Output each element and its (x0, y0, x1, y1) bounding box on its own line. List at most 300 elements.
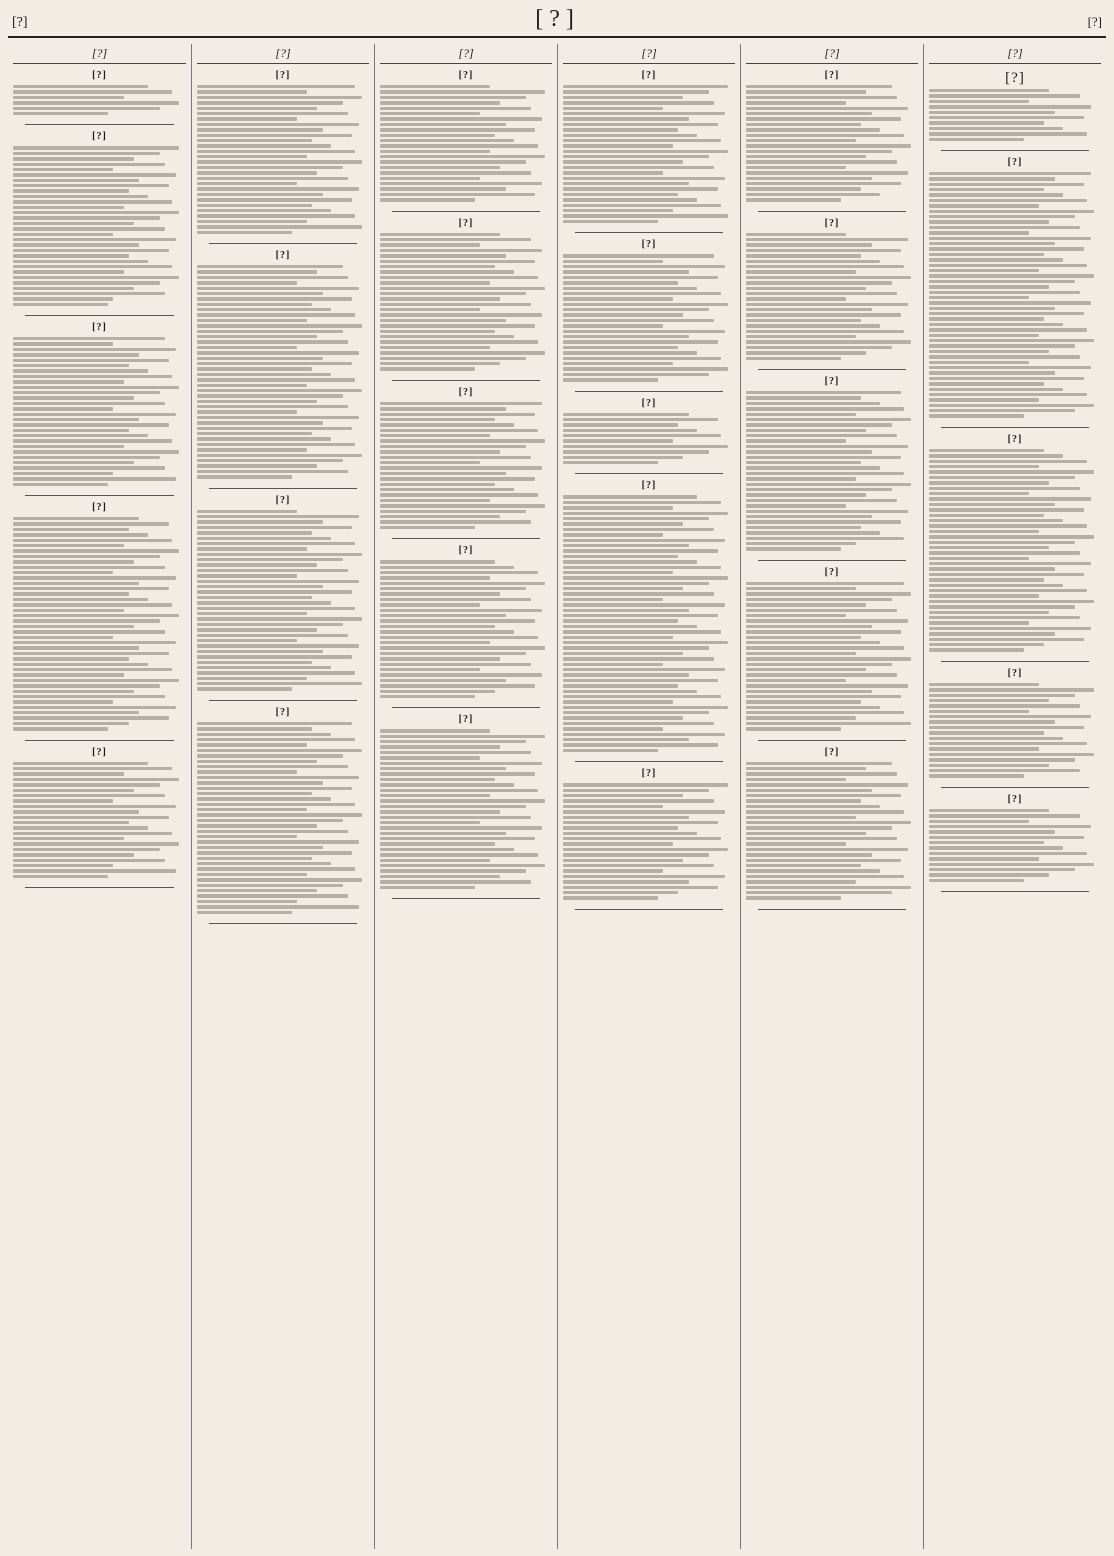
illegible-text-line (13, 832, 172, 835)
illegible-text-line (380, 810, 500, 813)
illegible-text-line (746, 619, 908, 622)
illegible-text-line (380, 848, 514, 851)
illegible-text-line (13, 826, 148, 829)
illegible-text-line (380, 740, 526, 743)
illegible-text-line (197, 421, 323, 424)
illegible-text-line (197, 650, 323, 653)
illegible-text-line (13, 423, 169, 426)
illegible-text-line (13, 566, 165, 569)
illegible-text-line (13, 716, 169, 719)
illegible-text-line (929, 873, 1049, 876)
illegible-text-line (746, 826, 892, 829)
illegible-text-line (929, 694, 1075, 697)
illegible-text-line (197, 324, 362, 327)
illegible-text-line (929, 215, 1075, 218)
illegible-text-line (563, 209, 673, 212)
illegible-text-line (746, 891, 892, 894)
illegible-text-line (380, 107, 531, 110)
illegible-text-line (13, 281, 160, 284)
notice-divider (941, 891, 1089, 892)
illegible-text-line (746, 716, 856, 719)
illegible-text-line (380, 456, 531, 459)
illegible-text-line (197, 443, 355, 446)
notice-divider (392, 538, 540, 539)
illegible-text-line (197, 437, 331, 440)
notice-title: [?] (275, 249, 291, 261)
illegible-text-line (380, 466, 542, 469)
illegible-text-line (197, 601, 331, 604)
illegible-text-line (746, 238, 908, 241)
illegible-text-line (746, 537, 904, 540)
illegible-text-line (563, 592, 714, 595)
illegible-text-line (13, 163, 165, 166)
illegible-text-line (380, 117, 542, 120)
illegible-text-line (746, 869, 880, 872)
notice-title: [?] (824, 566, 840, 578)
illegible-text-line (380, 587, 526, 590)
illegible-text-line (746, 794, 901, 797)
illegible-text-line (929, 643, 1044, 646)
illegible-text-line (929, 237, 1091, 240)
illegible-text-line (929, 301, 1091, 304)
illegible-text-line (380, 641, 490, 644)
illegible-text-line (197, 101, 343, 104)
illegible-text-line (197, 225, 362, 228)
illegible-text-line (13, 619, 160, 622)
illegible-text-line (746, 276, 911, 279)
illegible-text-line (929, 611, 1049, 614)
illegible-text-line (197, 553, 362, 556)
illegible-text-line (563, 733, 725, 736)
column-heading: [?] (380, 46, 552, 64)
illegible-text-line (563, 423, 678, 426)
illegible-text-line (13, 799, 113, 802)
illegible-text-line (197, 340, 348, 343)
illegible-text-line (746, 450, 872, 453)
illegible-text-line (13, 445, 124, 448)
illegible-text-line (197, 862, 331, 865)
notice-divider (758, 211, 906, 212)
illegible-text-line (13, 483, 108, 486)
illegible-text-line (197, 722, 352, 725)
column-heading: [?] (563, 46, 735, 64)
illegible-text-line (380, 729, 490, 732)
illegible-text-line (746, 177, 872, 180)
illegible-text-line (746, 488, 892, 491)
illegible-text-line (746, 233, 846, 236)
illegible-text-line (563, 287, 697, 290)
notice-divider (941, 787, 1089, 788)
illegible-text-line (929, 398, 1039, 401)
illegible-text-line (197, 792, 312, 795)
illegible-text-line (563, 139, 721, 142)
illegible-text-line (563, 684, 678, 687)
illegible-text-line (563, 582, 709, 585)
illegible-text-line (746, 625, 872, 628)
illegible-text-line (380, 756, 480, 759)
illegible-text-line (197, 351, 359, 354)
illegible-text-line (380, 652, 526, 655)
illegible-text-line (563, 832, 697, 835)
illegible-text-line (197, 563, 317, 566)
illegible-text-line (563, 112, 725, 115)
illegible-text-line (929, 449, 1044, 452)
illegible-text-line (197, 459, 343, 462)
illegible-text-line (13, 695, 165, 698)
illegible-text-line (746, 292, 897, 295)
illegible-text-line (13, 869, 176, 872)
illegible-text-line (563, 880, 689, 883)
illegible-text-line (13, 668, 172, 671)
notice-block (929, 434, 1101, 652)
illegible-text-line (13, 254, 129, 257)
illegible-text-line (197, 410, 297, 413)
illegible-text-line (563, 668, 725, 671)
illegible-text-line (563, 101, 714, 104)
illegible-text-line (380, 134, 495, 137)
illegible-text-line (929, 465, 1039, 468)
illegible-text-line (563, 96, 683, 99)
illegible-text-line (380, 582, 545, 585)
illegible-text-line (746, 609, 897, 612)
illegible-text-line (746, 515, 872, 518)
illegible-text-line (746, 85, 892, 88)
illegible-text-line (13, 418, 139, 421)
illegible-text-line (380, 619, 535, 622)
illegible-text-line (13, 380, 124, 383)
illegible-text-line (13, 386, 179, 389)
illegible-text-line (13, 477, 176, 480)
illegible-text-line (380, 566, 514, 569)
illegible-text-line (13, 539, 172, 542)
illegible-text-line (563, 528, 714, 531)
illegible-text-line (197, 840, 359, 843)
illegible-text-line (197, 276, 348, 279)
notice-divider (575, 232, 723, 233)
notice-block (13, 131, 186, 306)
illegible-text-line (563, 727, 663, 730)
illegible-text-line (380, 783, 514, 786)
illegible-text-line (197, 378, 355, 381)
illegible-text-line (929, 366, 1091, 369)
illegible-text-line (563, 160, 683, 163)
illegible-text-line (13, 107, 160, 110)
illegible-text-line (563, 292, 721, 295)
illegible-text-line (13, 837, 124, 840)
illegible-text-line (13, 260, 148, 263)
illegible-text-line (380, 609, 542, 612)
illegible-text-line (929, 350, 1049, 353)
illegible-text-line (746, 324, 880, 327)
illegible-text-line (197, 346, 297, 349)
illegible-text-line (13, 810, 139, 813)
illegible-text-line (746, 587, 856, 590)
illegible-text-line (13, 270, 124, 273)
illegible-text-line (13, 101, 179, 104)
illegible-text-line (563, 625, 697, 628)
illegible-text-line (197, 297, 352, 300)
illegible-text-line (380, 198, 475, 201)
illegible-text-line (13, 875, 108, 878)
illegible-text-line (13, 544, 124, 547)
illegible-text-line (197, 671, 355, 674)
illegible-text-line (929, 312, 1084, 315)
illegible-text-line (13, 146, 179, 149)
illegible-text-line (197, 134, 352, 137)
illegible-text-line (563, 630, 721, 633)
notice-divider (575, 909, 723, 910)
illegible-text-line (929, 121, 1044, 124)
illegible-text-line (197, 475, 292, 478)
notice-block (13, 322, 186, 486)
illegible-text-line (380, 875, 500, 878)
illegible-text-line (746, 340, 911, 343)
illegible-text-line (563, 896, 658, 899)
illegible-text-line (929, 111, 1055, 114)
illegible-text-line (563, 571, 673, 574)
illegible-text-line (563, 351, 697, 354)
illegible-text-line (13, 96, 124, 99)
illegible-text-line (746, 429, 866, 432)
illegible-text-line (929, 344, 1075, 347)
illegible-text-line (197, 628, 317, 631)
illegible-text-line (563, 445, 728, 448)
illegible-text-line (197, 270, 317, 273)
illegible-text-line (380, 96, 526, 99)
illegible-text-line (746, 700, 861, 703)
illegible-text-line (746, 243, 872, 246)
illegible-text-line (563, 313, 683, 316)
illegible-text-line (380, 423, 514, 426)
illegible-text-line (563, 373, 709, 376)
illegible-text-line (929, 573, 1084, 576)
illegible-text-line (197, 867, 355, 870)
illegible-text-line (746, 313, 901, 316)
illegible-text-line (197, 193, 323, 196)
illegible-text-line (563, 335, 689, 338)
illegible-text-line (380, 842, 495, 845)
column-3 (374, 44, 557, 1549)
illegible-text-line (929, 774, 1024, 777)
illegible-text-line (197, 204, 312, 207)
notice-divider (209, 700, 357, 701)
illegible-text-line (746, 112, 872, 115)
illegible-text-line (197, 394, 343, 397)
illegible-text-line (563, 434, 721, 437)
illegible-text-line (380, 166, 500, 169)
notice-divider (392, 380, 540, 381)
notice-title: [?] (275, 706, 291, 718)
illegible-text-line (13, 794, 165, 797)
illegible-text-line (563, 587, 683, 590)
illegible-text-line (929, 814, 1080, 817)
illegible-text-line (197, 112, 348, 115)
illegible-text-line (929, 841, 1044, 844)
illegible-text-line (13, 461, 134, 464)
illegible-text-line (197, 682, 362, 685)
illegible-text-line (13, 690, 134, 693)
illegible-text-line (13, 222, 134, 225)
column-6 (923, 44, 1106, 1549)
illegible-text-line (929, 764, 1049, 767)
illegible-text-line (380, 276, 538, 279)
illegible-text-line (563, 673, 689, 676)
illegible-text-line (380, 488, 514, 491)
illegible-text-line (746, 799, 861, 802)
notice-divider (209, 488, 357, 489)
illegible-text-line (13, 549, 179, 552)
illegible-text-line (13, 522, 169, 525)
illegible-text-line (746, 456, 901, 459)
notice-block (563, 768, 735, 900)
illegible-text-line (197, 454, 362, 457)
illegible-text-line (380, 439, 545, 442)
illegible-text-line (380, 182, 542, 185)
illegible-text-line (929, 296, 1029, 299)
illegible-text-line (13, 179, 139, 182)
illegible-text-line (380, 778, 495, 781)
illegible-text-line (380, 434, 490, 437)
illegible-text-line (746, 193, 880, 196)
illegible-text-line (13, 265, 172, 268)
notice-block (197, 250, 369, 479)
illegible-text-line (746, 439, 846, 442)
notice-block (380, 70, 552, 202)
illegible-text-line (13, 772, 124, 775)
illegible-text-line (929, 868, 1075, 871)
illegible-text-line (746, 727, 841, 730)
illegible-text-line (929, 377, 1084, 380)
illegible-text-line (563, 308, 709, 311)
illegible-text-line (197, 515, 359, 518)
notice-divider (758, 369, 906, 370)
illegible-text-line (563, 254, 714, 257)
illegible-text-line (197, 90, 307, 93)
illegible-text-line (380, 646, 545, 649)
illegible-text-line (929, 317, 1044, 320)
illegible-text-line (197, 117, 297, 120)
illegible-text-line (746, 407, 904, 410)
illegible-text-line (746, 657, 911, 660)
illegible-text-line (563, 875, 725, 878)
illegible-text-line (746, 853, 872, 856)
notice-title: [?] (1007, 433, 1023, 445)
column-heading: [?] (746, 46, 918, 64)
illegible-text-line (929, 616, 1080, 619)
illegible-text-line (197, 128, 323, 131)
illegible-text-line (563, 517, 709, 520)
illegible-text-line (929, 116, 1084, 119)
illegible-text-line (197, 590, 352, 593)
illegible-text-line (746, 614, 846, 617)
illegible-text-line (563, 603, 725, 606)
illegible-text-line (13, 369, 148, 372)
illegible-text-line (929, 307, 1055, 310)
illegible-text-line (197, 727, 312, 730)
illegible-text-line (929, 683, 1039, 686)
illegible-text-line (746, 690, 872, 693)
illegible-text-line (13, 727, 108, 730)
illegible-text-line (13, 429, 129, 432)
illegible-text-line (13, 249, 169, 252)
illegible-text-line (563, 155, 709, 158)
illegible-text-line (746, 150, 892, 153)
illegible-text-line (197, 123, 359, 126)
illegible-text-line (563, 609, 689, 612)
notice-divider (758, 560, 906, 561)
illegible-text-line (380, 193, 535, 196)
illegible-text-line (197, 537, 331, 540)
illegible-text-line (380, 287, 545, 290)
notice-divider (392, 898, 540, 899)
illegible-text-line (197, 797, 331, 800)
illegible-text-line (13, 342, 113, 345)
illegible-text-line (197, 819, 343, 822)
illegible-text-line (13, 206, 124, 209)
illegible-text-line (197, 405, 348, 408)
illegible-text-line (746, 499, 897, 502)
illegible-text-line (13, 636, 113, 639)
illegible-text-line (746, 592, 911, 595)
illegible-text-line (197, 357, 323, 360)
illegible-text-line (746, 673, 897, 676)
notice-block (929, 157, 1101, 418)
illegible-text-line (197, 824, 317, 827)
illegible-text-line (197, 171, 317, 174)
illegible-text-line (13, 816, 169, 819)
illegible-text-line (197, 231, 292, 234)
illegible-text-line (197, 150, 355, 153)
illegible-text-line (380, 614, 506, 617)
illegible-text-line (13, 609, 124, 612)
illegible-text-line (197, 427, 352, 430)
illegible-text-line (746, 520, 901, 523)
notice-title: [?] (458, 217, 474, 229)
illegible-text-line (13, 646, 139, 649)
illegible-text-line (929, 258, 1063, 261)
illegible-text-line (929, 274, 1094, 277)
illegible-text-line (380, 886, 475, 889)
illegible-text-line (13, 413, 176, 416)
illegible-text-line (13, 603, 172, 606)
illegible-text-line (929, 605, 1075, 608)
illegible-text-line (380, 560, 495, 563)
illegible-text-line (197, 335, 317, 338)
illegible-text-line (929, 247, 1084, 250)
illegible-text-line (380, 319, 506, 322)
illegible-text-line (929, 825, 1091, 828)
illegible-text-line (929, 852, 1087, 855)
illegible-text-line (197, 677, 307, 680)
notice-block (380, 218, 552, 371)
illegible-text-line (563, 652, 683, 655)
notice-block (563, 70, 735, 223)
illegible-text-line (563, 641, 728, 644)
illegible-text-line (13, 90, 172, 93)
illegible-text-line (197, 687, 292, 690)
illegible-text-line (380, 772, 535, 775)
illegible-text-line (563, 576, 728, 579)
illegible-text-line (380, 233, 500, 236)
illegible-text-line (746, 842, 846, 845)
illegible-text-line (746, 767, 866, 770)
illegible-text-line (197, 781, 323, 784)
illegible-text-line (197, 367, 312, 370)
illegible-text-line (929, 361, 1029, 364)
illegible-text-line (197, 373, 331, 376)
illegible-text-line (13, 456, 160, 459)
illegible-text-line (746, 663, 892, 666)
